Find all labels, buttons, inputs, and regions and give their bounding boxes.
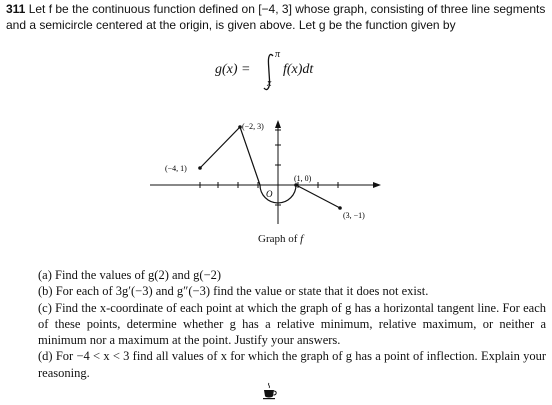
graph-caption [258, 233, 303, 245]
caption-var: f [300, 233, 304, 245]
point-marker [294, 183, 298, 187]
point-marker [338, 206, 342, 210]
formula-upper-limit: π [275, 49, 281, 60]
problem-text: Let f be the continuous function defined on [−4, 3] whose graph, consisting of three line segments and a semicircle centered at the origin, is given above. Let g be the function given by [6, 2, 546, 32]
part-d: (d) For −4 < x < 3 find all values of x for which the graph of g has a point of inflection. Explain your reasoning. [38, 349, 546, 380]
caption-prefix: Graph of [258, 233, 298, 245]
label-point-right: (3, −1) [343, 211, 365, 220]
part-c: (c) Find the x-coordinate of each point at which the graph of g has a horizontal tangent line. For each of these points, determine whether g has a relative minimum, relative maximum, or neither a minimum nor a maximum at the point. Justify your answers. [38, 300, 546, 348]
g-definition-formula [215, 49, 345, 92]
f-line-segment-right [296, 185, 340, 208]
f-line-segments-left [200, 127, 260, 185]
y-axis-arrow-icon [275, 120, 281, 128]
label-point-left: (−4, 1) [165, 164, 187, 173]
question-parts [38, 267, 546, 381]
point-marker [198, 166, 202, 170]
label-point-axis: (1, 0) [294, 174, 312, 183]
coffee-cup-icon [262, 382, 278, 400]
formula-integrand: f(x)dt [283, 62, 314, 77]
part-a: (a) Find the values of g(2) and g(−2) [38, 268, 222, 282]
part-b: (b) For each of 3g′(−3) and g″(−3) find the value or state that it does not exist. [38, 284, 429, 299]
formula-lower-limit: x [267, 78, 272, 89]
graph-of-f [145, 112, 385, 230]
problem-number: 311 [6, 2, 26, 16]
label-point-top: (−2, 3) [242, 122, 264, 131]
x-axis-arrow-icon [373, 182, 381, 188]
problem-statement [6, 2, 546, 33]
formula-lhs: g(x) = [215, 62, 251, 77]
origin-label: O [266, 189, 273, 199]
